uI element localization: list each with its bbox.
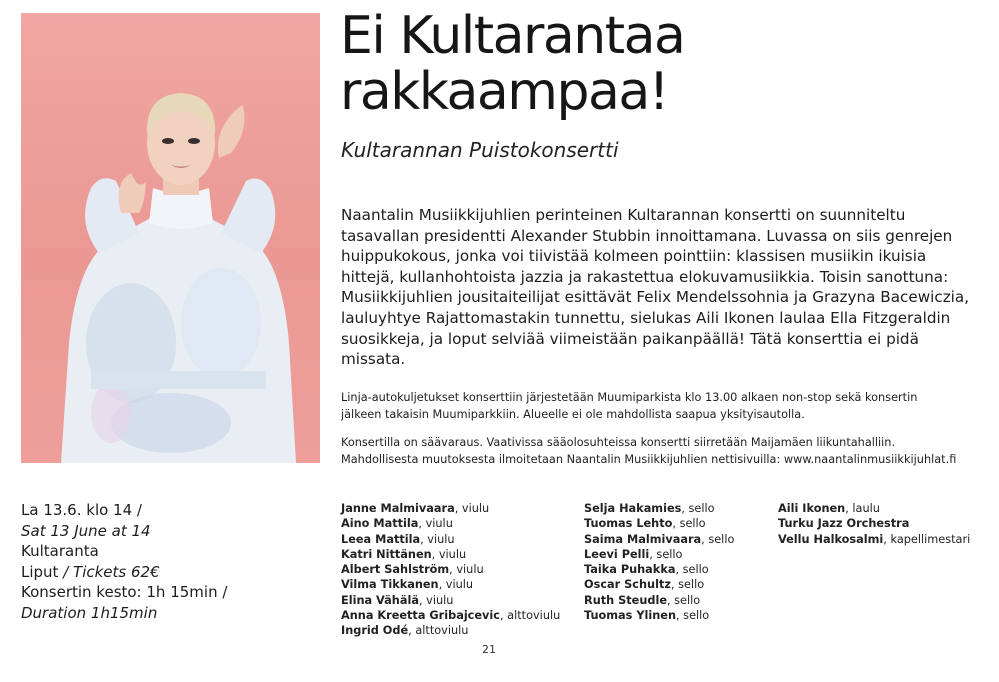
- subtitle: Kultarannan Puistokonsertti: [341, 138, 619, 162]
- performer-item: [341, 623, 560, 638]
- performer-item: [584, 577, 734, 592]
- performers-column-3: [778, 501, 970, 547]
- performer-role: , sello: [675, 563, 709, 577]
- performer-role: , alttoviulu: [499, 609, 561, 623]
- performer-photo: [21, 13, 320, 463]
- performers-column-2: [584, 501, 734, 623]
- performer-item: [584, 547, 734, 562]
- tickets-en: / Tickets 62€: [63, 562, 160, 581]
- performer-item: [584, 608, 734, 623]
- performer-item: [341, 608, 560, 623]
- performer-name: Leea Mattila: [341, 532, 421, 546]
- performer-item: [778, 532, 970, 547]
- performer-role: , laulu: [845, 502, 880, 515]
- performer-item: [584, 501, 734, 516]
- performers-column-1: [341, 501, 560, 639]
- performer-name: Vilma Tikkanen: [341, 578, 439, 592]
- performer-name: Tuomas Ylinen: [584, 609, 676, 623]
- performer-role: , viulu: [438, 578, 474, 592]
- performer-role: , alttoviulu: [408, 624, 469, 638]
- duration-en: Duration 1h15min: [21, 603, 158, 622]
- performer-item: [584, 532, 734, 547]
- performer-role: , viulu: [449, 563, 484, 577]
- event-info: [21, 500, 227, 623]
- performer-name: Turku Jazz Orchestra: [778, 517, 910, 531]
- performer-name: Vellu Halkosalmi: [778, 532, 884, 546]
- performer-name: Leevi Pelli: [584, 547, 650, 561]
- performer-item: [778, 516, 970, 531]
- date-fi: La 13.6. klo 14 /: [21, 501, 142, 519]
- tickets-line: [21, 562, 227, 583]
- performer-item: [584, 593, 734, 608]
- performer-name: Anna Kreetta Gribajcevic: [341, 609, 500, 623]
- performer-item: [584, 516, 734, 531]
- performer-role: , viulu: [420, 532, 455, 546]
- performer-name: Selja Hakamies: [584, 502, 682, 515]
- date-en: Sat 13 June at 14: [21, 521, 151, 540]
- performer-role: , sello: [670, 578, 705, 592]
- performer-item: [341, 532, 560, 547]
- page-title: [340, 8, 980, 120]
- performer-name: Katri Nittänen: [341, 547, 432, 561]
- performer-item: [341, 562, 560, 577]
- performer-item: [584, 562, 734, 577]
- performer-role: , viulu: [418, 517, 453, 531]
- performer-role: , viulu: [431, 547, 467, 561]
- performer-name: Oscar Schultz: [584, 578, 671, 592]
- weather-note: Konsertilla on säävaraus. Vaativissa sääolosuhteissa konsertti siirretään Maijamäen liikuntahalliin. Mahdollisesta muutoksesta ilmoitetaan Naantalin Musiikkijuhlien nettisivuilla: www.naantalinmusiikkijuhlat.fi: [341, 436, 957, 466]
- performer-role: , sello: [672, 517, 706, 531]
- page-number: 21: [482, 643, 496, 656]
- performer-item: [778, 501, 970, 516]
- performer-item: [341, 501, 560, 516]
- title-line-2: rakkaampaa!: [340, 62, 669, 122]
- performer-name: Ruth Steudle: [584, 593, 667, 607]
- duration-fi: Konsertin kesto: 1h 15min /: [21, 583, 228, 601]
- performer-item: [341, 593, 560, 608]
- performer-name: Taika Puhakka: [584, 563, 676, 577]
- performer-name: Janne Malmivaara: [341, 502, 455, 515]
- performer-role: , viulu: [418, 593, 454, 607]
- performer-name: Tuomas Lehto: [584, 517, 673, 531]
- performer-role: , kapellimestari: [883, 532, 971, 546]
- performer-name: Aino Mattila: [341, 517, 419, 531]
- performer-name: Saima Malmivaara: [584, 532, 702, 546]
- performer-item: [341, 547, 560, 562]
- performer-role: , sello: [676, 609, 710, 623]
- performer-item: [341, 516, 560, 531]
- performer-role: , viulu: [454, 502, 490, 515]
- performer-name: Ingrid Odé: [341, 624, 409, 638]
- performer-item: [341, 577, 560, 592]
- tickets-fi: Liput: [21, 562, 59, 581]
- title-line-1: Ei Kultarantaa: [340, 6, 685, 66]
- venue: Kultaranta: [21, 542, 99, 560]
- performer-role: , sello: [681, 502, 715, 515]
- performer-name: Albert Sahlström: [341, 563, 450, 577]
- performer-name: Aili Ikonen: [778, 502, 846, 515]
- performer-role: , sello: [649, 547, 683, 561]
- performer-role: , sello: [701, 532, 735, 546]
- lead-paragraph: Naantalin Musiikkijuhlien perinteinen Kultarannan konsertti on suunniteltu tasavallan presidentti Alexander Stubbin innoittamana. Luvassa on siis genrejen huippukokous, jonka voi tiivistää kolmeen pointtiin: klassisen musiikin ikuisia hittejä, kullanhohtoista jazzia ja rakastettua elokuvamusiikkia. Toisin sanottuna: Musiikkijuhlien jousitaiteilijat esittävät Felix Mendelssohnia ja Grazyna Bacewiczia, lauluyhtye Rajattomastakin tunnettu, sielukas Aili Ikonen laulaa Ella Fitzgeraldin suosikkeja, ja loput selviää viimeistään paikanpäällä! Tätä konserttia ei pidä missata.: [341, 206, 970, 369]
- performer-role: , sello: [666, 593, 701, 607]
- transport-note: Linja-autokuljetukset konserttiin järjestetään Muumiparkista klo 13.00 alkaen non-stop sekä konsertin jälkeen takaisin Muumiparkkiin. Alueelle ei ole mahdollista saapua yksityisautolla.: [341, 391, 918, 421]
- performer-name: Elina Vähälä: [341, 593, 419, 607]
